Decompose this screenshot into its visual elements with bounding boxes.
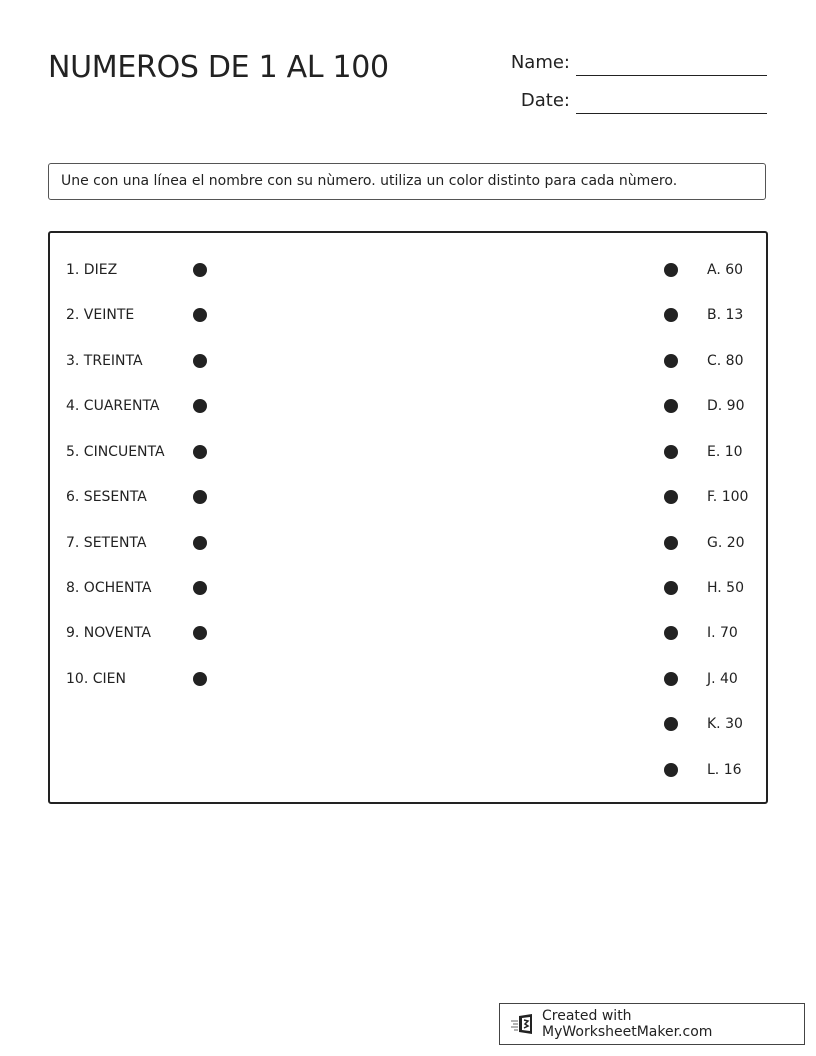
left-item-label: 10. CIEN <box>66 671 126 687</box>
left-dot <box>193 308 207 322</box>
left-dot <box>193 672 207 686</box>
right-dot <box>664 672 678 686</box>
right-dot <box>664 536 678 550</box>
left-item-label: 3. TREINTA <box>66 353 143 369</box>
date-blank-line <box>576 93 767 114</box>
left-dot <box>193 536 207 550</box>
right-item-label: A. 60 <box>707 262 744 278</box>
left-item-label: 4. CUARENTA <box>66 398 160 414</box>
left-dot <box>193 354 207 368</box>
right-item-label: I. 70 <box>707 625 738 641</box>
right-dot <box>664 717 678 731</box>
right-item-label: J. 40 <box>707 671 738 687</box>
right-item-label: E. 10 <box>707 444 743 460</box>
name-blank-line <box>576 55 767 76</box>
right-item-label: F. 100 <box>707 489 749 505</box>
right-item-label: C. 80 <box>707 353 744 369</box>
name-label: Name: <box>510 52 570 73</box>
right-item-label: K. 30 <box>707 716 743 732</box>
page-title: NUMEROS DE 1 AL 100 <box>48 50 389 85</box>
left-item-label: 2. VEINTE <box>66 307 135 323</box>
left-item-label: 8. OCHENTA <box>66 580 152 596</box>
date-field <box>490 90 767 112</box>
name-field <box>490 52 767 74</box>
left-item-label: 1. DIEZ <box>66 262 118 278</box>
left-dot <box>193 399 207 413</box>
right-dot <box>664 308 678 322</box>
right-item-label: G. 20 <box>707 535 745 551</box>
right-dot <box>664 581 678 595</box>
right-dot <box>664 354 678 368</box>
right-dot <box>664 399 678 413</box>
left-item-label: 6. SESENTA <box>66 489 147 505</box>
date-label: Date: <box>520 90 570 111</box>
left-dot <box>193 626 207 640</box>
left-dot <box>193 490 207 504</box>
left-dot <box>193 445 207 459</box>
left-dot <box>193 263 207 277</box>
left-item-label: 5. CINCUENTA <box>66 444 165 460</box>
right-dot <box>664 490 678 504</box>
instructions-box: Une con una línea el nombre con su nùmero. utiliza un color distinto para cada nùmero. <box>48 163 766 200</box>
right-dot <box>664 763 678 777</box>
worksheet-maker-logo-icon <box>510 1013 536 1035</box>
footer-text: Created with MyWorksheetMaker.com <box>542 1008 713 1040</box>
right-dot <box>664 263 678 277</box>
right-item-label: L. 16 <box>707 762 742 778</box>
left-item-label: 7. SETENTA <box>66 535 147 551</box>
right-dot <box>664 626 678 640</box>
footer-credit[interactable] <box>499 1003 805 1045</box>
right-item-label: D. 90 <box>707 398 745 414</box>
left-dot <box>193 581 207 595</box>
left-item-label: 9. NOVENTA <box>66 625 151 641</box>
right-dot <box>664 445 678 459</box>
right-item-label: B. 13 <box>707 307 744 323</box>
right-item-label: H. 50 <box>707 580 744 596</box>
matching-exercise-box <box>48 231 768 804</box>
